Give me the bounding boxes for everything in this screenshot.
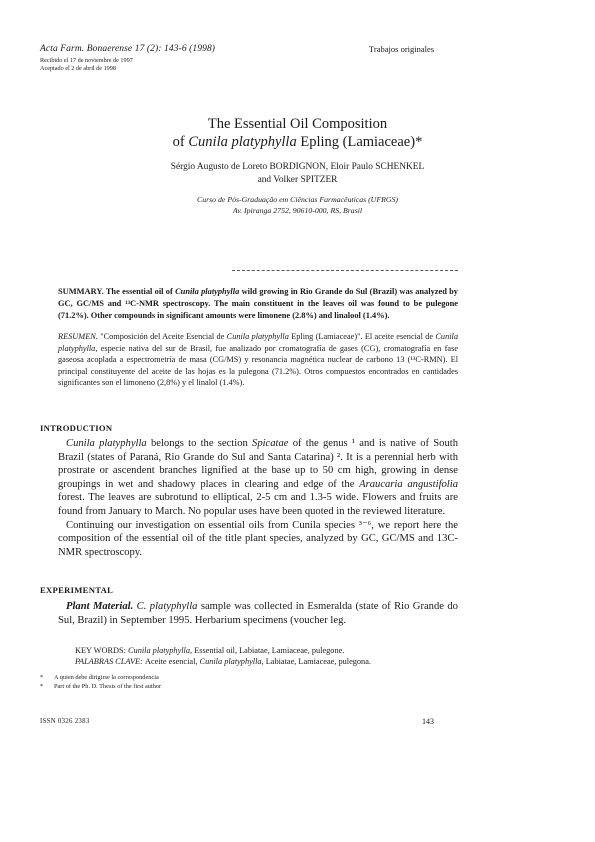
article-title-line1: The Essential Oil Composition <box>207 116 388 132</box>
authors-line1: Sérgio Augusto de Loreto BORDIGNON, Eloir Paulo SCHENKEL <box>170 162 425 172</box>
received-date: Recibido el 17 de noviembre de 1997 <box>40 57 133 64</box>
keywords-en: KEY WORDS: Cunila platyphylla, Essential oil, Labiatae, Lamiaceae, pulegone. <box>75 646 345 655</box>
affiliation-line1: Curso de Pós-Graduação em Ciências Farmacêuticas (UFRGS) <box>197 195 398 204</box>
section-label: Trabajos originales <box>369 44 435 54</box>
article-title-line2: of Cunila platyphylla Epling (Lamiaceae)* <box>172 134 423 150</box>
introduction-body <box>58 437 458 559</box>
affiliation-line2: Av. Ipiranga 2752, 90610-000, RS, Brasil <box>232 206 363 215</box>
resumen-abstract: RESUMEN. "Composición del Aceite Esencial de Cunila platyphylla Epling (Lamiaceae)". El aceite esencial de Cunila platyphylla, especie nativa del sur de Brasil, fue analizado por cromatografía de gases (CG), cromatografía en fase gaseosa acoplada a espectrometría de masa (CG/MS) y resonancia magnética nuclear de carbono 13 (¹³C-RMN). El principal constituyente del aceite de las hojas es la pulegona (71.2%). Otros compuestos encontrados en cantidades significantes son el limoneno (2,8%) y el linalol (1.4%). <box>58 332 458 388</box>
introduction-heading: INTRODUCTION <box>40 423 113 433</box>
footnote-1: * A quien debe dirigirse la correspondencia <box>40 674 159 681</box>
accepted-date: Aceptado el 2 de abril de 1998 <box>40 65 116 72</box>
abstract-divider <box>232 270 458 271</box>
journal-citation: Acta Farm. Bonaerense 17 (2): 143-6 (1998) <box>40 44 216 54</box>
issn: ISSN 0326 2383 <box>40 718 90 725</box>
page-number: 143 <box>422 717 434 726</box>
summary-abstract: SUMMARY. The essential oil of Cunila platyphylla wild growing in Rio Grande do Sul (Brazil) was analyzed by GC, GC/MS and ¹³C-NMR spectroscopy. The main constituent in the leaves oil was found to be pulegone (71.2%). Other compounds in significant amounts were limonene (2.8%) and linalool (1.4%). <box>58 287 458 321</box>
keywords-es: PALABRAS CLAVE: Aceite esencial, Cunila platyphylla, Labiatae, Lamiaceae, pulegona. <box>75 657 371 666</box>
introduction-paragraph-1: Cunila platyphylla belongs to the section Spicatae of the genus ¹ and is native of South Brazil (states of Paraná, Rio Grande do Sul and Santa Catarina) ². It is a perennial herb with prostrate or ascendent branches lignified at the base up to 50 cm high, growing in dense groupings in wet and shadowy places in clearing and edge of the Araucaria angustifolia forest. The leaves are subrotund to elliptical, 2-5 cm and 1.3-5 wide. Flowers and fruits are found from January to March. No popular uses have been quoted in the reviewed literature. <box>58 438 458 517</box>
introduction-paragraph-2: Continuing our investigation on essential oils from Cunila species ³⁻⁶, we report here the composition of the essential oil of the title plant species, analyzed by GC, GC/MS and 13C-NMR spectroscopy. <box>58 519 458 558</box>
experimental-body: Plant Material. C. platyphylla sample was collected in Esmeralda (state of Rio Grande do Sul, Brazil) in September 1995. Herbarium specimens (voucher leg. <box>58 601 458 626</box>
footnote-2: * Part of the Ph. D. Thesis of the first author <box>40 683 162 690</box>
experimental-heading: EXPERIMENTAL <box>40 585 114 595</box>
authors-line2: and Volker SPITZER <box>257 175 338 185</box>
